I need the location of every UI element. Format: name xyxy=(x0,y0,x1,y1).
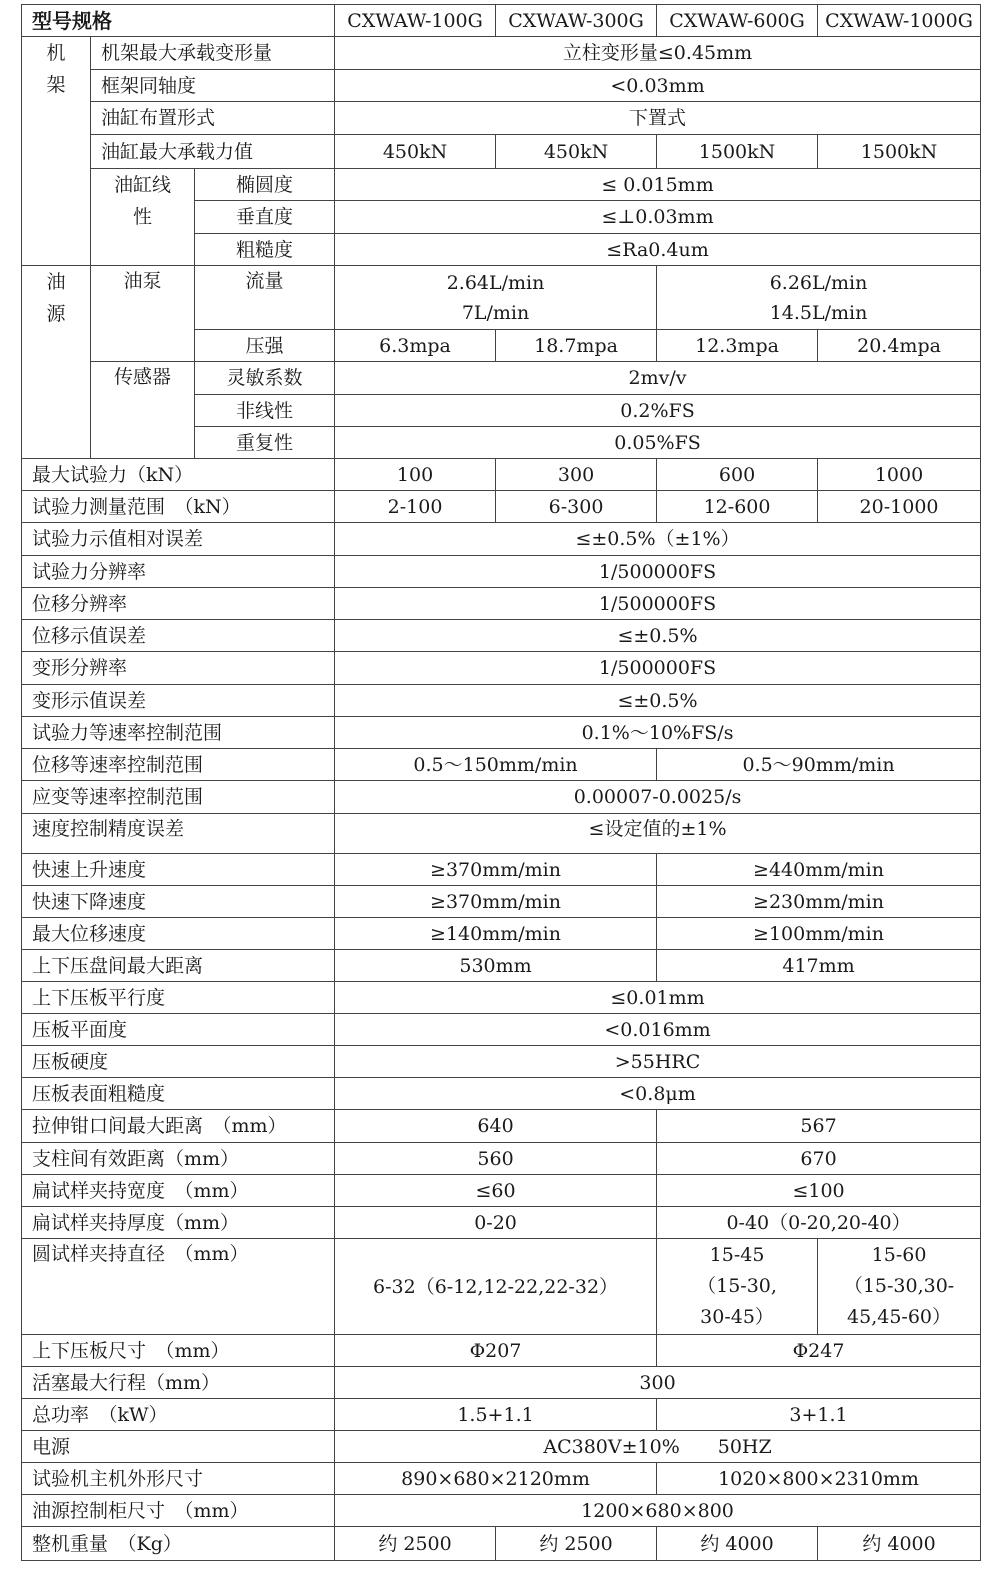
row-label: 扁试样夹持厚度（mm） xyxy=(22,1207,335,1239)
row-value: 1200×680×800 xyxy=(335,1495,981,1527)
row-value: 约 4000 xyxy=(657,1527,818,1561)
row-value: 立柱变形量≤0.45mm xyxy=(335,37,981,70)
row-value: 450kN xyxy=(335,135,496,169)
table-row xyxy=(22,491,981,523)
row-value: 6.26L/min 14.5L/min xyxy=(657,266,981,330)
table-row xyxy=(22,749,981,781)
row-value: 12.3mpa xyxy=(657,330,818,362)
row-value: ≤⊥0.03mm xyxy=(335,201,981,234)
row-label: 压强 xyxy=(195,330,335,362)
row-value: 560 xyxy=(335,1143,657,1175)
table-row xyxy=(22,1207,981,1239)
table-row xyxy=(22,1239,981,1335)
row-value: 18.7mpa xyxy=(496,330,657,362)
row-value: 600 xyxy=(657,459,818,491)
subgroup-label-sensor: 传感器 xyxy=(91,362,195,459)
table-row xyxy=(22,362,981,395)
table-row xyxy=(22,1110,981,1143)
row-value: 20.4mpa xyxy=(818,330,981,362)
row-value: ≤100 xyxy=(657,1175,981,1207)
row-value: 0-20 xyxy=(335,1207,657,1239)
table-row xyxy=(22,459,981,491)
table-row xyxy=(22,135,981,169)
row-value: 0.1%～10%FS/s xyxy=(335,717,981,749)
row-value: <0.016mm xyxy=(335,1014,981,1046)
row-value: ≥440mm/min xyxy=(657,854,981,886)
row-label: 支柱间有效距离（mm） xyxy=(22,1143,335,1175)
table-row xyxy=(22,102,981,135)
row-value: 670 xyxy=(657,1143,981,1175)
row-value: 1500kN xyxy=(818,135,981,169)
table-row xyxy=(22,950,981,982)
table-row xyxy=(22,886,981,918)
row-label: 油源控制柜尺寸 （mm） xyxy=(22,1495,335,1527)
table-row xyxy=(22,1495,981,1527)
header-label: 型号规格 xyxy=(22,5,335,37)
row-value: 890×680×2120mm xyxy=(335,1463,657,1495)
row-value: ≤±0.5%（±1%） xyxy=(335,523,981,556)
row-label: 椭圆度 xyxy=(195,169,335,201)
row-value: 3+1.1 xyxy=(657,1399,981,1431)
row-value: 15-45 （15-30, 30-45） xyxy=(657,1239,818,1335)
row-label: 位移分辨率 xyxy=(22,588,335,620)
table-row xyxy=(22,685,981,717)
table-row xyxy=(22,1431,981,1463)
row-label: 压板平面度 xyxy=(22,1014,335,1046)
row-value: 1.5+1.1 xyxy=(335,1399,657,1431)
row-value: 12-600 xyxy=(657,491,818,523)
row-value: 0.05%FS xyxy=(335,427,981,459)
row-label: 拉伸钳口间最大距离 （mm） xyxy=(22,1110,335,1143)
row-label: 变形分辨率 xyxy=(22,652,335,685)
model-header: CXWAW-100G xyxy=(335,5,496,37)
row-value: ≥370mm/min xyxy=(335,854,657,886)
row-label: 快速上升速度 xyxy=(22,854,335,886)
row-value: 0.00007-0.0025/s xyxy=(335,781,981,814)
row-label: 活塞最大行程（mm） xyxy=(22,1367,335,1399)
group-label-frame: 机 架 xyxy=(22,37,91,266)
row-label: 圆试样夹持直径 （mm） xyxy=(22,1239,335,1335)
row-value: ≤Ra0.4um xyxy=(335,234,981,266)
model-header: CXWAW-600G xyxy=(657,5,818,37)
row-value: 1000 xyxy=(818,459,981,491)
row-value: 1/500000FS xyxy=(335,556,981,588)
row-label: 整机重量 （Kg） xyxy=(22,1527,335,1561)
row-label: 试验力测量范围 （kN） xyxy=(22,491,335,523)
row-label: 上下压板尺寸 （mm） xyxy=(22,1335,335,1367)
table-row xyxy=(22,1078,981,1110)
row-label: 框架同轴度 xyxy=(91,70,335,102)
row-label: 试验力示值相对误差 xyxy=(22,523,335,556)
table-row xyxy=(22,70,981,102)
row-value: Φ207 xyxy=(335,1335,657,1367)
table-row xyxy=(22,1143,981,1175)
table-row xyxy=(22,1463,981,1495)
row-value: 1020×800×2310mm xyxy=(657,1463,981,1495)
row-label: 压板硬度 xyxy=(22,1046,335,1078)
row-value: 2mv/v xyxy=(335,362,981,395)
table-row xyxy=(22,266,981,330)
row-value: ≤±0.5% xyxy=(335,685,981,717)
table-row xyxy=(22,854,981,886)
row-label: 最大试验力（kN） xyxy=(22,459,335,491)
row-label: 非线性 xyxy=(195,395,335,427)
row-value: 1500kN xyxy=(657,135,818,169)
table-row xyxy=(22,1399,981,1431)
row-value: ≥370mm/min xyxy=(335,886,657,918)
row-value: 2.64L/min 7L/min xyxy=(335,266,657,330)
row-value: 下置式 xyxy=(335,102,981,135)
row-value: AC380V±10% 50HZ xyxy=(335,1431,981,1463)
subgroup-label-cylinder-linearity: 油缸线性 xyxy=(91,169,195,266)
row-value: 300 xyxy=(496,459,657,491)
model-header: CXWAW-300G xyxy=(496,5,657,37)
row-label: 速度控制精度误差 xyxy=(22,814,335,854)
row-label: 油缸最大承载力值 xyxy=(91,135,335,169)
row-value: 2-100 xyxy=(335,491,496,523)
table-row xyxy=(22,169,981,201)
table-row xyxy=(22,652,981,685)
row-value: ≤ 0.015mm xyxy=(335,169,981,201)
row-value: 100 xyxy=(335,459,496,491)
spec-table xyxy=(21,4,981,1561)
row-value: ≥100mm/min xyxy=(657,918,981,950)
row-value: 1/500000FS xyxy=(335,588,981,620)
row-label: 位移示值误差 xyxy=(22,620,335,652)
row-label: 扁试样夹持宽度 （mm） xyxy=(22,1175,335,1207)
row-value: 0.5～150mm/min xyxy=(335,749,657,781)
table-row xyxy=(22,814,981,854)
table-row xyxy=(22,588,981,620)
row-label: 最大位移速度 xyxy=(22,918,335,950)
row-value: 约 4000 xyxy=(818,1527,981,1561)
table-row xyxy=(22,1014,981,1046)
row-label: 试验力分辨率 xyxy=(22,556,335,588)
row-value: ≥230mm/min xyxy=(657,886,981,918)
table-row xyxy=(22,1175,981,1207)
row-value: ≤±0.5% xyxy=(335,620,981,652)
row-label: 试验力等速率控制范围 xyxy=(22,717,335,749)
row-value: 567 xyxy=(657,1110,981,1143)
row-label: 位移等速率控制范围 xyxy=(22,749,335,781)
row-value: 417mm xyxy=(657,950,981,982)
row-value: Φ247 xyxy=(657,1335,981,1367)
row-label: 快速下降速度 xyxy=(22,886,335,918)
row-value: 6-300 xyxy=(496,491,657,523)
row-value: 6-32（6-12,12-22,22-32） xyxy=(335,1239,657,1335)
row-value: >55HRC xyxy=(335,1046,981,1078)
row-value: 1/500000FS xyxy=(335,652,981,685)
row-label: 变形示值误差 xyxy=(22,685,335,717)
table-row xyxy=(22,717,981,749)
table-row xyxy=(22,37,981,70)
table-row xyxy=(22,1527,981,1561)
row-label: 机架最大承载变形量 xyxy=(91,37,335,70)
row-value: 6.3mpa xyxy=(335,330,496,362)
row-value: 640 xyxy=(335,1110,657,1143)
header-row xyxy=(22,5,981,37)
row-value: 450kN xyxy=(496,135,657,169)
row-value: ≥140mm/min xyxy=(335,918,657,950)
row-value: <0.8μm xyxy=(335,1078,981,1110)
row-value: 约 2500 xyxy=(496,1527,657,1561)
row-label: 应变等速率控制范围 xyxy=(22,781,335,814)
table-row xyxy=(22,620,981,652)
row-label: 试验机主机外形尺寸 xyxy=(22,1463,335,1495)
table-row xyxy=(22,982,981,1014)
row-label: 重复性 xyxy=(195,427,335,459)
row-value: ≤60 xyxy=(335,1175,657,1207)
row-label: 压板表面粗糙度 xyxy=(22,1078,335,1110)
row-label: 灵敏系数 xyxy=(195,362,335,395)
table-row xyxy=(22,918,981,950)
table-row xyxy=(22,556,981,588)
table-row xyxy=(22,1046,981,1078)
row-value: ≤0.01mm xyxy=(335,982,981,1014)
table-row xyxy=(22,1335,981,1367)
row-label: 粗糙度 xyxy=(195,234,335,266)
row-value: 20-1000 xyxy=(818,491,981,523)
row-label: 流量 xyxy=(195,266,335,330)
row-label: 总功率 （kW） xyxy=(22,1399,335,1431)
row-label: 垂直度 xyxy=(195,201,335,234)
table-row xyxy=(22,1367,981,1399)
row-value: 0.2%FS xyxy=(335,395,981,427)
row-value: 0-40（0-20,20-40） xyxy=(657,1207,981,1239)
table-row xyxy=(22,523,981,556)
subgroup-label-pump: 油泵 xyxy=(91,266,195,362)
row-value: 300 xyxy=(335,1367,981,1399)
row-value: 0.5～90mm/min xyxy=(657,749,981,781)
row-label: 上下压盘间最大距离 xyxy=(22,950,335,982)
row-label: 上下压板平行度 xyxy=(22,982,335,1014)
row-label: 油缸布置形式 xyxy=(91,102,335,135)
row-value: 15-60 （15-30,30- 45,45-60） xyxy=(818,1239,981,1335)
row-label: 电源 xyxy=(22,1431,335,1463)
row-value: ≤设定值的±1% xyxy=(335,814,981,854)
row-value: 530mm xyxy=(335,950,657,982)
model-header: CXWAW-1000G xyxy=(818,5,981,37)
row-value: <0.03mm xyxy=(335,70,981,102)
table-row xyxy=(22,781,981,814)
group-label-oil-source: 油 源 xyxy=(22,266,91,459)
row-value: 约 2500 xyxy=(335,1527,496,1561)
